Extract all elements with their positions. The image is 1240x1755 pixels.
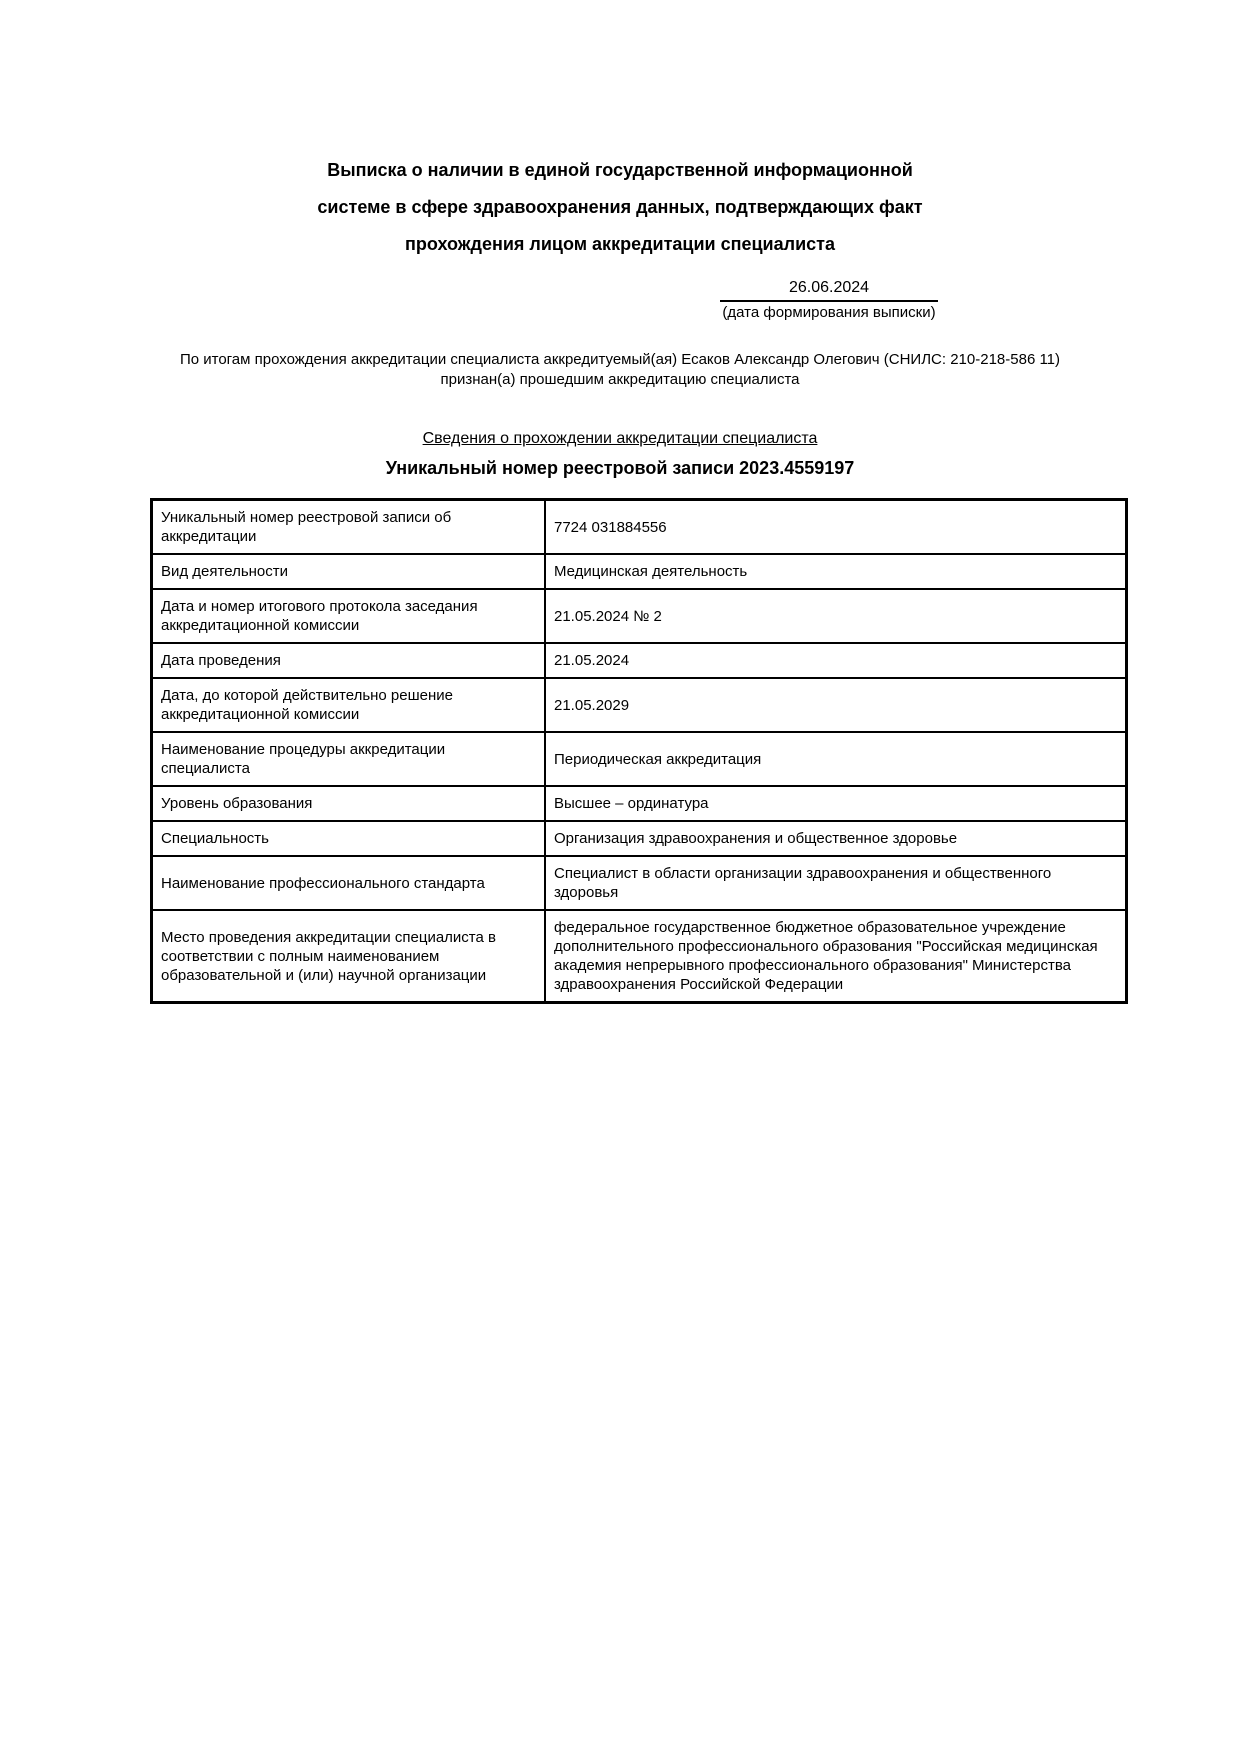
row-label: Дата проведения xyxy=(152,643,546,678)
extract-date: 26.06.2024 xyxy=(720,277,938,302)
table-row xyxy=(152,821,1127,856)
table-row xyxy=(152,500,1127,555)
row-value: Специалист в области организации здравоохранения и общественного здоровья xyxy=(545,856,1127,910)
row-value: Высшее – ординатура xyxy=(545,786,1127,821)
row-value: 21.05.2024 № 2 xyxy=(545,589,1127,643)
document-title: Выписка о наличии в единой государственной информационной системе в сфере здравоохранения данных, подтверждающих факт прохождения лицом аккредитации специалиста xyxy=(317,160,923,254)
row-label: Наименование профессионального стандарта xyxy=(152,856,546,910)
row-label: Наименование процедуры аккредитации специалиста xyxy=(152,732,546,786)
table-row xyxy=(152,589,1127,643)
row-label: Место проведения аккредитации специалиста в соответствии с полным наименованием образовательной и (или) научной организации xyxy=(152,910,546,1003)
intro-paragraph: По итогам прохождения аккредитации специалиста аккредитуемый(ая) Есаков Александр Олегович (СНИЛС: 210-218-586 11) признан(а) прошедшим аккредитацию специалиста xyxy=(179,351,1061,388)
date-block xyxy=(720,277,938,324)
accreditation-table xyxy=(150,498,1128,1004)
registry-number-heading: Уникальный номер реестровой записи 2023.4559197 xyxy=(385,458,855,478)
row-label: Вид деятельности xyxy=(152,554,546,589)
row-value: Периодическая аккредитация xyxy=(545,732,1127,786)
row-label: Уровень образования xyxy=(152,786,546,821)
row-value: федеральное государственное бюджетное образовательное учреждение дополнительного профессионального образования "Российская медицинская академия непрерывного профессионального образования" Министерства здравоохранения Российской Федерации xyxy=(545,910,1127,1003)
row-value: 7724 031884556 xyxy=(545,500,1127,555)
table-row xyxy=(152,856,1127,910)
row-label: Дата и номер итогового протокола заседания аккредитационной комиссии xyxy=(152,589,546,643)
table-row xyxy=(152,732,1127,786)
extract-date-caption: (дата формирования выписки) xyxy=(722,304,936,321)
accreditation-table-body xyxy=(152,500,1127,1003)
row-label: Уникальный номер реестровой записи об аккредитации xyxy=(152,500,546,555)
table-row xyxy=(152,786,1127,821)
table-row xyxy=(152,554,1127,589)
row-value: Организация здравоохранения и общественное здоровье xyxy=(545,821,1127,856)
table-row xyxy=(152,643,1127,678)
row-label: Дата, до которой действительно решение аккредитационной комиссии xyxy=(152,678,546,732)
row-value: Медицинская деятельность xyxy=(545,554,1127,589)
row-value: 21.05.2024 xyxy=(545,643,1127,678)
row-value: 21.05.2029 xyxy=(545,678,1127,732)
row-label: Специальность xyxy=(152,821,546,856)
table-row xyxy=(152,678,1127,732)
table-row xyxy=(152,910,1127,1003)
section-heading: Сведения о прохождении аккредитации специалиста xyxy=(422,430,818,447)
